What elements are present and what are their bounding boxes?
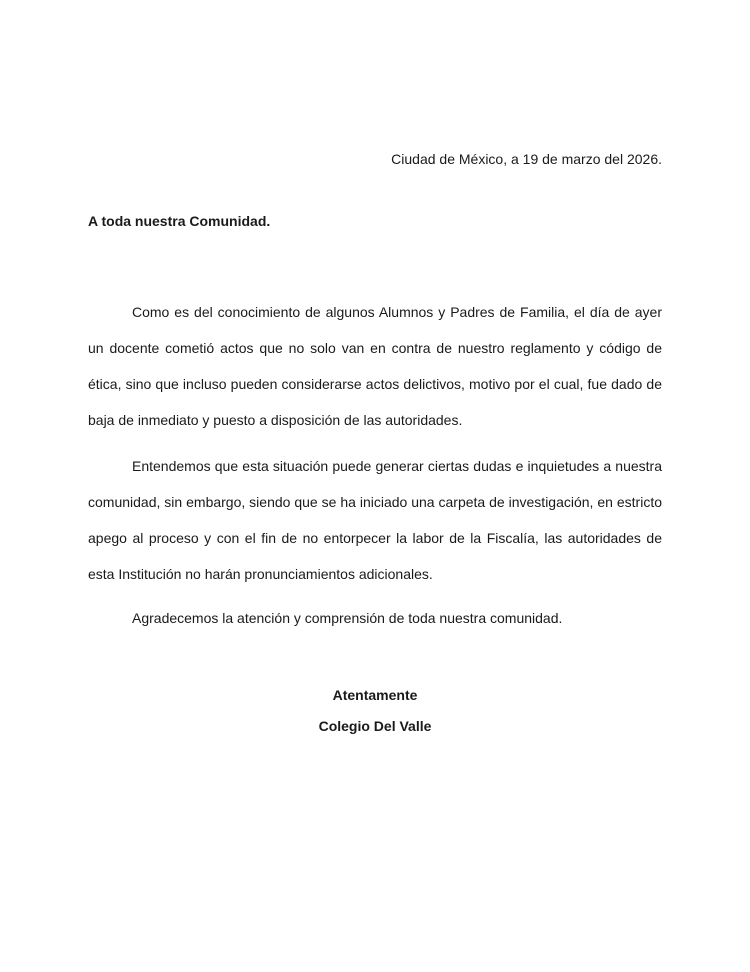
date-line: Ciudad de México, a 19 de marzo del 2026. [391,151,662,167]
paragraph-investigation: Entendemos que esta situación puede generar ciertas dudas e inquietudes a nuestra comunidad, sin embargo, siendo que se ha iniciado una carpeta de investigación, en estricto apego al proceso y con el fin de no entorpecer la labor de la Fiscalía, las autoridades de esta Institución no harán pronunciamientos adicionales. [88,458,662,582]
paragraph-thanks: Agradecemos la atención y comprensión de toda nuestra comunidad. [132,610,563,626]
closing-line: Atentamente [332,687,418,703]
salutation: A toda nuestra Comunidad. [88,213,271,229]
signature-institution: Colegio Del Valle [318,718,432,734]
paragraph-announcement: Como es del conocimiento de algunos Alumnos y Padres de Familia, el día de ayer un docente cometió actos que no solo van en contra de nuestro reglamento y código de ética, sino que incluso pueden considerarse actos delictivos, motivo por el cual, fue dado de baja de inmediato y puesto a disposición de las autoridades. [88,304,662,428]
